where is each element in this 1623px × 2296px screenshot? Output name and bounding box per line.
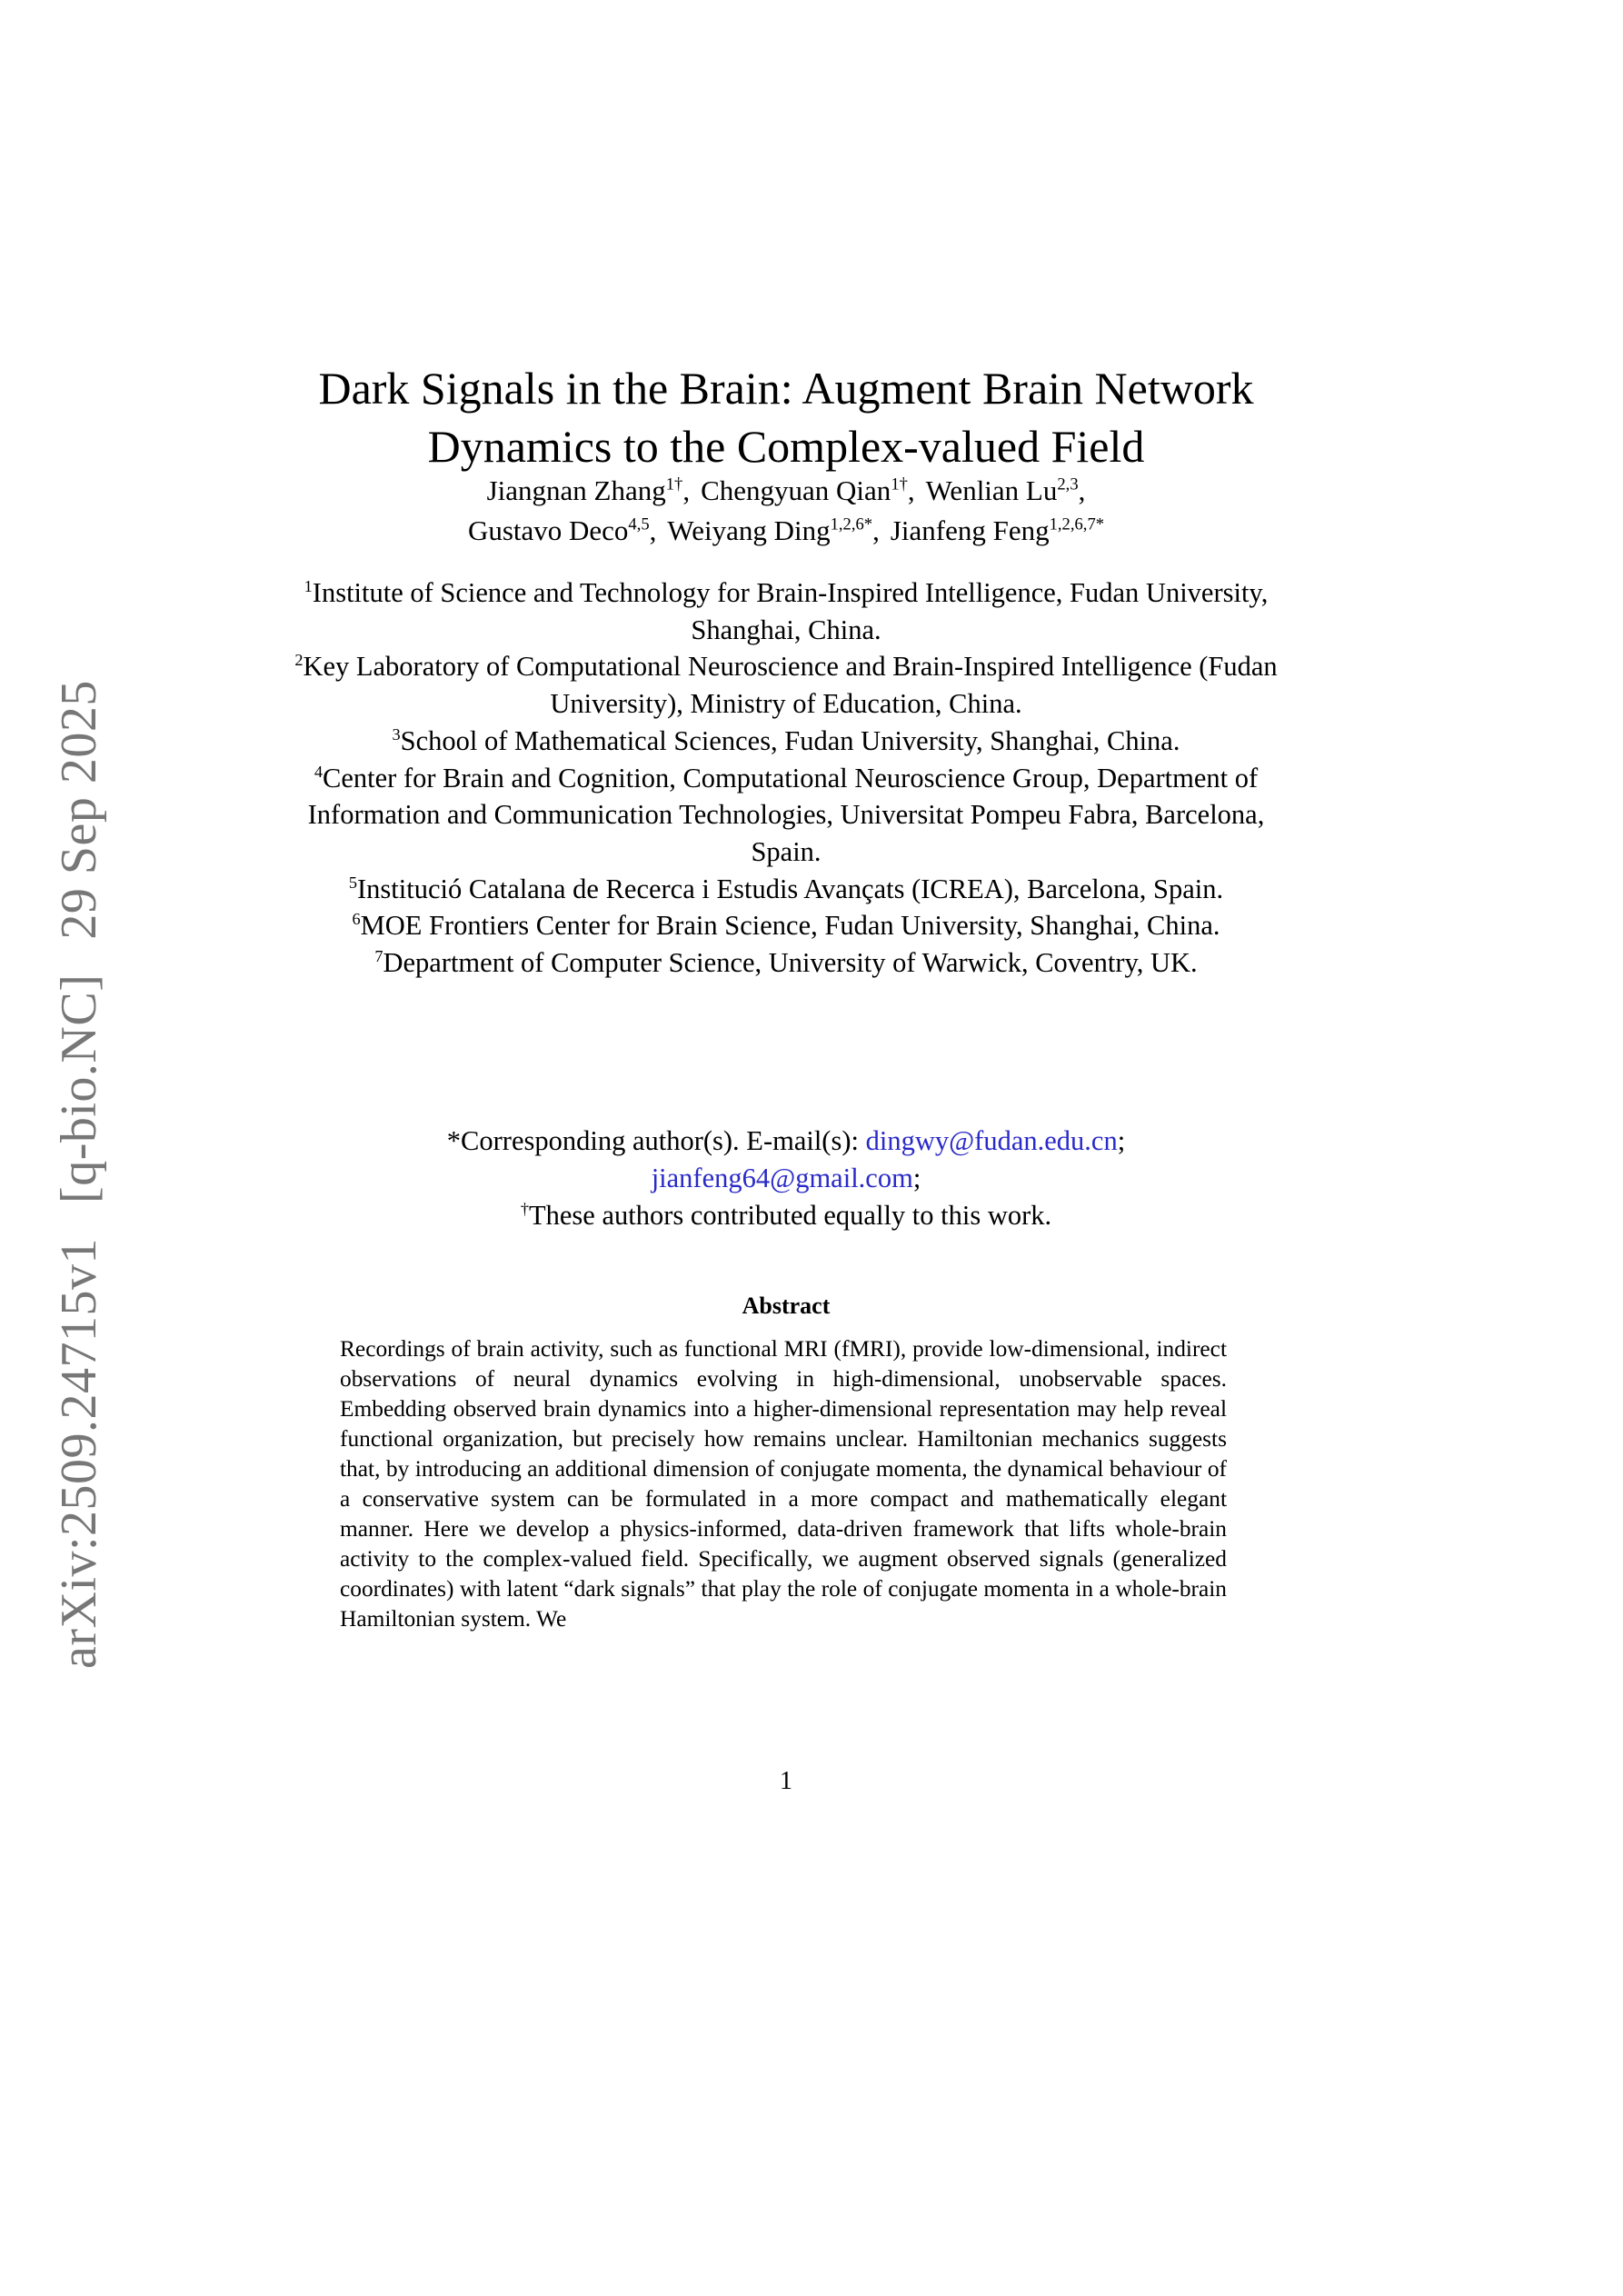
- author-separator: ,: [682, 474, 691, 506]
- author-name-text: Weiyang Ding: [667, 514, 831, 546]
- affiliation: [273, 760, 1299, 871]
- affiliation: [273, 723, 1299, 760]
- affiliation-text: MOE Frontiers Center for Brain Science, Fudan University, Shanghai, China.: [360, 910, 1220, 942]
- email-link-1[interactable]: dingwy@fudan.edu.cn: [865, 1125, 1118, 1156]
- email-separator-1: ;: [1117, 1125, 1126, 1156]
- page-number: 1: [780, 1767, 792, 1795]
- author-name: [487, 474, 690, 506]
- affiliation: [273, 574, 1299, 648]
- author-list: [273, 471, 1299, 551]
- email-link-2[interactable]: jianfeng64@gmail.com: [651, 1163, 913, 1193]
- affiliation: [273, 648, 1299, 722]
- arxiv-category: [q-bio.NC]: [51, 973, 107, 1203]
- author-name: [891, 514, 1104, 546]
- author-affiliation-marks: 4,5: [628, 514, 650, 534]
- affiliation-text: School of Mathematical Sciences, Fudan University, Shanghai, China.: [400, 724, 1180, 756]
- equal-contribution-text: These authors contributed equally to this work.: [529, 1200, 1052, 1231]
- affiliation-number: 5: [348, 873, 357, 892]
- affiliation-list: [273, 574, 1299, 982]
- abstract-heading: Abstract: [742, 1293, 831, 1319]
- affiliation-number: 2: [294, 651, 304, 670]
- correspondence-prefix: *Corresponding author(s). E-mail(s):: [446, 1125, 859, 1156]
- author-name: [701, 474, 915, 506]
- author-separator: ,: [649, 514, 657, 546]
- author-affiliation-marks: 1,2,6*: [830, 514, 873, 534]
- paper-title: Dark Signals in the Brain: Augment Brain Network Dynamics to the Complex-valued Field: [318, 363, 1254, 472]
- author-name: [468, 514, 656, 546]
- author-separator: ,: [1078, 474, 1086, 506]
- arxiv-id: arXiv:2509.24715v1: [51, 1237, 107, 1669]
- arxiv-stamp: [50, 645, 108, 1669]
- affiliation-number: 1: [304, 576, 313, 595]
- author-affiliation-marks: 2,3: [1057, 474, 1079, 494]
- affiliation-number: 6: [352, 910, 361, 929]
- affiliation-text: Department of Computer Science, University of Warwick, Coventry, UK.: [383, 947, 1198, 979]
- author-name-text: Jianfeng Feng: [890, 514, 1050, 546]
- dagger-mark: †: [520, 1199, 529, 1218]
- author-name-text: Chengyuan Qian: [701, 474, 891, 506]
- affiliation-text: Institució Catalana de Recerca i Estudis Avançats (ICREA), Barcelona, Spain.: [357, 873, 1224, 904]
- author-name-text: Wenlian Lu: [925, 474, 1058, 506]
- author-separator: ,: [907, 474, 915, 506]
- affiliation-number: 3: [392, 724, 401, 744]
- author-name-text: Gustavo Deco: [467, 514, 629, 546]
- author-affiliation-marks: 1†: [891, 474, 908, 494]
- author-name: [667, 514, 879, 546]
- correspondence-block: [273, 1123, 1299, 1234]
- affiliation: [273, 907, 1299, 944]
- arxiv-date: 29 Sep 2025: [51, 680, 107, 940]
- author-name-text: Jiangnan Zhang: [486, 474, 666, 506]
- correspondence-line: [273, 1123, 1299, 1160]
- email-separator-2: ;: [912, 1163, 921, 1193]
- author-affiliation-marks: 1†: [665, 474, 683, 494]
- abstract-text: Recordings of brain activity, such as functional MRI (fMRI), provide low-dimensional, indirect observations of neural dynamics evolving in high-dimensional, unobservable spaces. Embedding observed brain dynamics into a higher-dimensional representation may help reveal functional organization, but precisely how remains unclear. Hamiltonian mechanics suggests that, by introducing an additional dimension of conjugate momenta, the dynamical behaviour of a conservative system can be formulated in a more compact and mathematically elegant manner. Here we develop a physics-informed, data-driven framework that lifts whole-brain activity to the complex-valued field. Specifically, we augment observed signals (generalized coordinates) with latent “dark signals” that play the role of conjugate momenta in a whole-brain Hamiltonian system. We: [340, 1336, 1227, 1632]
- affiliation: [273, 871, 1299, 908]
- author-name: [926, 474, 1086, 506]
- correspondence-line-2: [273, 1160, 1299, 1197]
- affiliation-text: Center for Brain and Cognition, Computational Neuroscience Group, Department of Information and Communication Technologies, Universitat Pompeu Fabra, Barcelona, Spain.: [307, 762, 1265, 867]
- author-affiliation-marks: 1,2,6,7*: [1049, 514, 1105, 534]
- affiliation-number: 7: [374, 946, 383, 965]
- affiliation-text: Key Laboratory of Computational Neuroscience and Brain-Inspired Intelligence (Fudan University), Ministry of Education, China.: [303, 651, 1278, 720]
- equal-contribution-note: [273, 1197, 1299, 1234]
- affiliation-text: Institute of Science and Technology for Brain-Inspired Intelligence, Fudan University, Shanghai, China.: [312, 577, 1269, 645]
- affiliation: [273, 944, 1299, 982]
- author-separator: ,: [872, 514, 880, 546]
- affiliation-number: 4: [314, 762, 324, 781]
